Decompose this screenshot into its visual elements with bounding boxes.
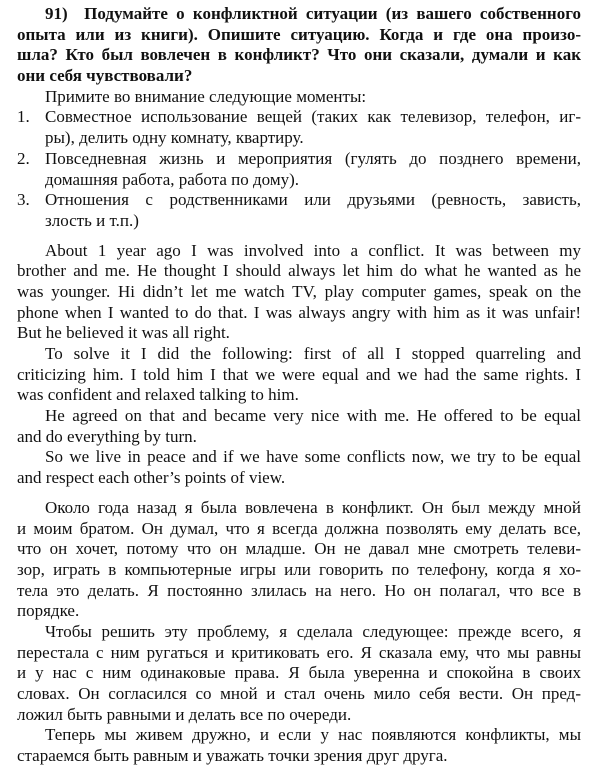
text-line-content: Подумайте о конфликтной ситуации (из вашего собственного bbox=[84, 4, 581, 23]
text-line: словах. Он согласился со мной и стал очень мило себя вести. Он пред- bbox=[17, 684, 581, 703]
list-item bbox=[17, 149, 581, 190]
text-line: перестала с ним ругаться и критиковать его. Я сказала ему, что мы равны bbox=[17, 642, 581, 662]
section-gap bbox=[17, 489, 581, 498]
text-line bbox=[17, 4, 581, 25]
text-line: Чтобы решить эту проблему, я сделала следующее: прежде всего, я bbox=[45, 621, 581, 641]
text-line: So we live in peace and if we have some conflicts now, we try to be equal bbox=[45, 447, 581, 467]
text-line: He agreed on that and became very nice with me. He offered to be equal bbox=[45, 406, 581, 426]
text-line: But he believed it was all right. bbox=[17, 323, 230, 343]
text-line: что он хочет, потому что он младше. Он не давал мне смотреть телеви- bbox=[17, 539, 581, 559]
considerations-intro: Примите во внимание следующие моменты: bbox=[45, 86, 367, 106]
russian-translation bbox=[17, 498, 581, 767]
document-page bbox=[17, 4, 581, 767]
text-line: шла? Кто был вовлечен в конфликт? Что они сказали, думали и как bbox=[17, 45, 581, 65]
text-line: Совместное использование вещей (таких как телевизор, телефон, иг- bbox=[45, 107, 581, 127]
text-line: они себя чувствовали? bbox=[17, 66, 193, 86]
text-line: порядке. bbox=[17, 601, 80, 621]
text-line: ры), делить одну комнату, квартиру. bbox=[45, 128, 304, 148]
paragraph bbox=[17, 447, 581, 488]
paragraph bbox=[17, 725, 581, 766]
text-line: and respect each other’s points of view. bbox=[17, 468, 286, 488]
list-number: 3. bbox=[17, 190, 30, 210]
text-line: Отношения с родственниками или друзьями (ревность, зависть, bbox=[45, 190, 581, 210]
text-line: опыта или из книги). Опишите ситуацию. Когда и где она произо- bbox=[17, 24, 581, 44]
text-line: злость и т.п.) bbox=[45, 210, 139, 230]
paragraph bbox=[17, 241, 581, 344]
paragraph bbox=[17, 498, 581, 622]
text-line: phone when I wanted to do that. I was always angry with him as it was unfair! bbox=[17, 302, 581, 322]
text-line: Около года назад я была вовлечена в конфликт. Он был между мной bbox=[45, 497, 581, 517]
task-heading bbox=[17, 4, 581, 87]
english-answer bbox=[17, 241, 581, 489]
section-gap bbox=[17, 232, 581, 241]
text-line: тела это делать. Я постоянно злилась на него. Но он полагал, что все в bbox=[17, 580, 581, 600]
text-line: Теперь мы живем дружно, и если у нас появляются конфликты, мы bbox=[45, 725, 581, 745]
list-number: 2. bbox=[17, 148, 30, 168]
text-line: ложил быть равными и делать все по очереди. bbox=[17, 704, 352, 724]
list-item bbox=[17, 107, 581, 148]
text-line: brother and me. He thought I should always let him do what he wanted as he bbox=[17, 261, 581, 281]
considerations-list bbox=[17, 87, 581, 232]
text-line: was younger. Hi didn’t let me watch TV, play computer games, speak on the bbox=[17, 281, 581, 301]
text-line: Повседневная жизнь и мероприятия (гулять до позднего времени, bbox=[45, 148, 581, 168]
text-line: домашняя работа, работа по дому). bbox=[45, 169, 299, 189]
list-number: 1. bbox=[17, 107, 30, 127]
text-line: зор, играть в компьютерные игры или говорить по телефону, когда я хо- bbox=[17, 559, 581, 579]
paragraph bbox=[17, 622, 581, 725]
text-line: was confident and relaxed talking to him. bbox=[17, 385, 299, 405]
list-item bbox=[17, 190, 581, 231]
text-line: To solve it I did the following: first of all I stopped quarreling and bbox=[45, 344, 581, 363]
text-line: и у нас с ним одинаковые права. Я была уверенна и спокойна в своих bbox=[17, 663, 581, 683]
paragraph bbox=[17, 406, 581, 447]
text-line: стараемся быть равным и уважать точки зрения друг друга. bbox=[17, 746, 448, 766]
text-line: и моим братом. Он думал, что я всегда должна позволять ему делать все, bbox=[17, 518, 581, 538]
task-number: 91) bbox=[45, 4, 68, 23]
text-line: and do everything by turn. bbox=[17, 426, 197, 446]
text-line: criticizing him. I told him I that we were equal and we had the same rights. I bbox=[17, 364, 581, 384]
text-line: About 1 year ago I was involved into a conflict. It was between my bbox=[45, 240, 581, 260]
paragraph bbox=[17, 344, 581, 406]
